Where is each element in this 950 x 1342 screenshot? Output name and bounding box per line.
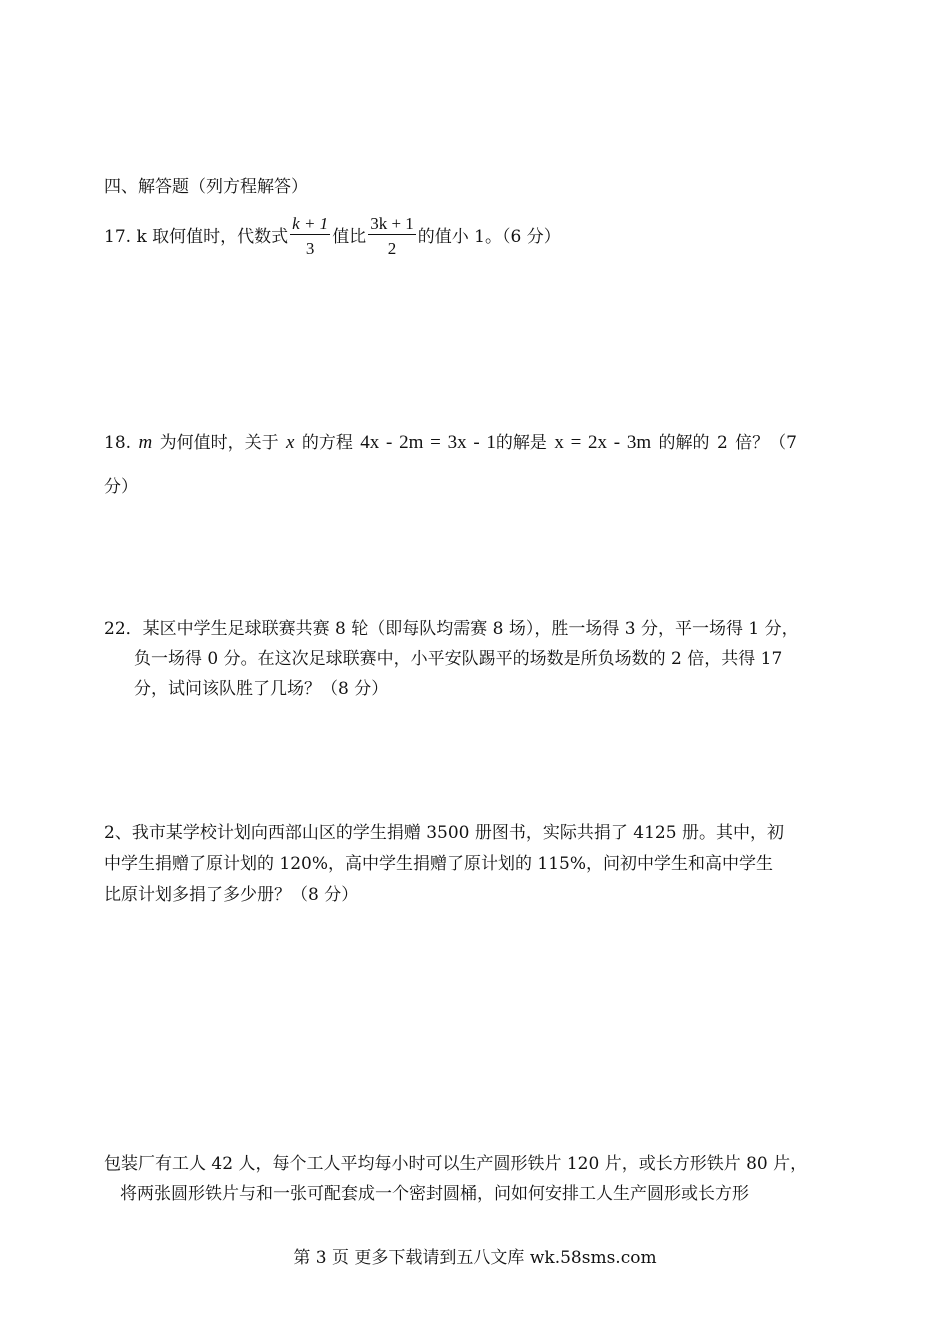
- q17-middle: 值比: [332, 227, 367, 247]
- variable-x: x: [286, 432, 295, 453]
- q18-text-a: 为何值时，关于: [159, 433, 279, 453]
- q17-suffix: 的值小 1。（6 分）: [417, 227, 561, 247]
- question-2-line-2: 中学生捐赠了原计划的 120%，高中学生捐赠了原计划的 115%，问初中学生和高中学生: [104, 854, 774, 874]
- q18-text-b: 的方程: [301, 433, 353, 453]
- question-2-line-3: 比原计划多捐了多少册？（8 分）: [104, 885, 359, 905]
- question-22-line-2: 负一场得 0 分。在这次足球联赛中，小平安队踢平的场数是所负场数的 2 倍，共得 17: [134, 649, 783, 669]
- fraction-numerator: k + 1: [292, 214, 329, 233]
- question-last-line-1: 包装厂有工人 42 人，每个工人平均每小时可以生产圆形铁片 120 片，或长方形铁片 80 片，: [104, 1154, 808, 1174]
- fraction-denominator: 2: [387, 239, 397, 258]
- q18-number: 18.: [104, 433, 132, 453]
- fraction-denominator: 3: [305, 239, 315, 258]
- question-22-line-3: 分，试问该队胜了几场？（8 分）: [134, 679, 389, 699]
- equation-1: 4x - 2m = 3x - 1: [360, 432, 496, 453]
- q17-prefix: 17. k 取何值时，代数式: [104, 227, 289, 247]
- question-2-line-1: 2、我市某学校计划向西部山区的学生捐赠 3500 册图书，实际共捐了 4125 册。其中，初: [104, 823, 784, 843]
- question-22-line-1: 22．某区中学生足球联赛共赛 8 轮（即每队均需赛 8 场），胜一场得 3 分，平一场得 1 分，: [104, 619, 799, 639]
- fraction-k-plus-1-over-3: [290, 214, 330, 261]
- page-footer: 第 3 页 更多下载请到五八文库 wk.58sms.com: [293, 1248, 657, 1268]
- q18-text-d: 的解的 2 倍？（7: [658, 433, 797, 453]
- fraction-3k-plus-1-over-2: [368, 214, 416, 261]
- question-18-line-2: 分）: [104, 477, 138, 497]
- question-last-line-2: 将两张圆形铁片与和一张可配套成一个密封圆桶，问如何安排工人生产圆形或长方形: [120, 1184, 749, 1204]
- variable-m: m: [138, 432, 153, 453]
- q18-text-c: 的解是: [495, 433, 547, 453]
- equation-2: x = 2x - 3m: [554, 432, 652, 453]
- fraction-numerator: 3k + 1: [370, 214, 414, 233]
- section-heading: 四、解答题（列方程解答）: [104, 177, 308, 197]
- question-18: [104, 432, 797, 454]
- question-17: [104, 213, 561, 261]
